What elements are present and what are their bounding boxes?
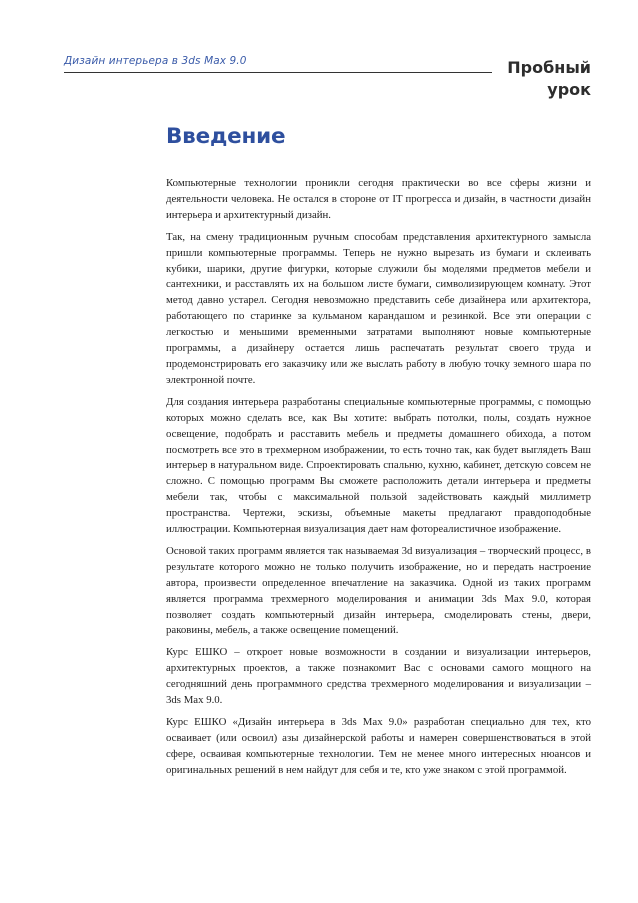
section-title: Введение [166, 124, 286, 149]
paragraph: Для создания интерьера разработаны специальные компьютерные программы, с помощью которых можно сделать все, как Вы хотите: выбрать потолки, полы, создать нужное освещение, подобрать и расставить мебель и предметы домашнего обихода, а потом посмотреть все это в трехмерном изображении, то есть точно так, как будет выглядеть Ваш интерьер в натуральном виде. Спроектировать спальню, кухню, кабинет, детскую совсем не сложно. С помощью программ Вы сможете расположить детали интерьера и предметы мебели так, чтобы с максимальной пользой задействовать каждый миллиметр пространства. Чертежи, эскизы, объемные макеты предлагают правдоподобные иллюстрации. Компьютерная визуализация дает нам фотореалистичное изображение. [166, 395, 591, 536]
body-text [166, 176, 591, 785]
lesson-label-line1: Пробный [507, 58, 591, 77]
paragraph: Курс ЕШКО «Дизайн интерьера в 3ds Max 9.0» разработан специально для тех, кто осваивает (или освоил) азы дизайнерской работы и намерен совершенствоваться в этой сфере, осваивая компьютерные технологии. Тем не менее много интересных нюансов и оригинальных решений в нем найдут для себя и те, кто уже знаком с этой программой. [166, 716, 591, 776]
lesson-label [461, 57, 591, 101]
paragraph: Компьютерные технологии проникли сегодня практически во все сферы жизни и деятельности человека. Не остался в стороне от IT прогресса и дизайн, в частности дизайн интерьера и архитектурный дизайн. [166, 177, 591, 221]
paragraph: Так, на смену традиционным ручным способам представления архитектурного замысла пришли компьютерные программы. Теперь не нужно вырезать из бумаги и склеивать кубики, шарики, другие фигурки, которые служили бы моделями предметов мебели и сантехники, и расставлять их на большом листе бумаги, символизирующем комнату. Этот метод давно устарел. Сегодня невозможно представить себе дизайнера или архитектора, работающего по старинке за кульманом карандашом и резинкой. Все эти операции с легкостью и меньшими временными затратами выполняют новые компьютерные программы, а дизайнеру остается лишь распечатать результат своего труда и продемонстрировать его заказчику или же выслать работу в любую точку земного шара по электронной почте. [166, 230, 591, 386]
lesson-label-line2: урок [547, 80, 591, 99]
running-header-title: Дизайн интерьера в 3ds Max 9.0 [64, 55, 247, 67]
header-rule [64, 72, 492, 73]
paragraph: Основой таких программ является так называемая 3d визуализация – творческий процесс, в результате которого можно не только получить изображение, но и передать настроение автора, произвести определенное впечатление на заказчика. Одной из таких программ является программа трехмерного моделирования и анимации 3ds Max 9.0, которая позволяет создать компьютерный дизайн интерьера, смоделировать стены, двери, раковины, мебель, а также освещение помещений. [166, 544, 591, 637]
paragraph: Курс ЕШКО – откроет новые возможности в создании и визуализации интерьеров, архитектурных проектов, а также познакомит Вас с основами самого мощного на сегодняшний день программного средства трехмерного моделирования и визуализации – 3ds Max 9.0. [166, 646, 591, 707]
